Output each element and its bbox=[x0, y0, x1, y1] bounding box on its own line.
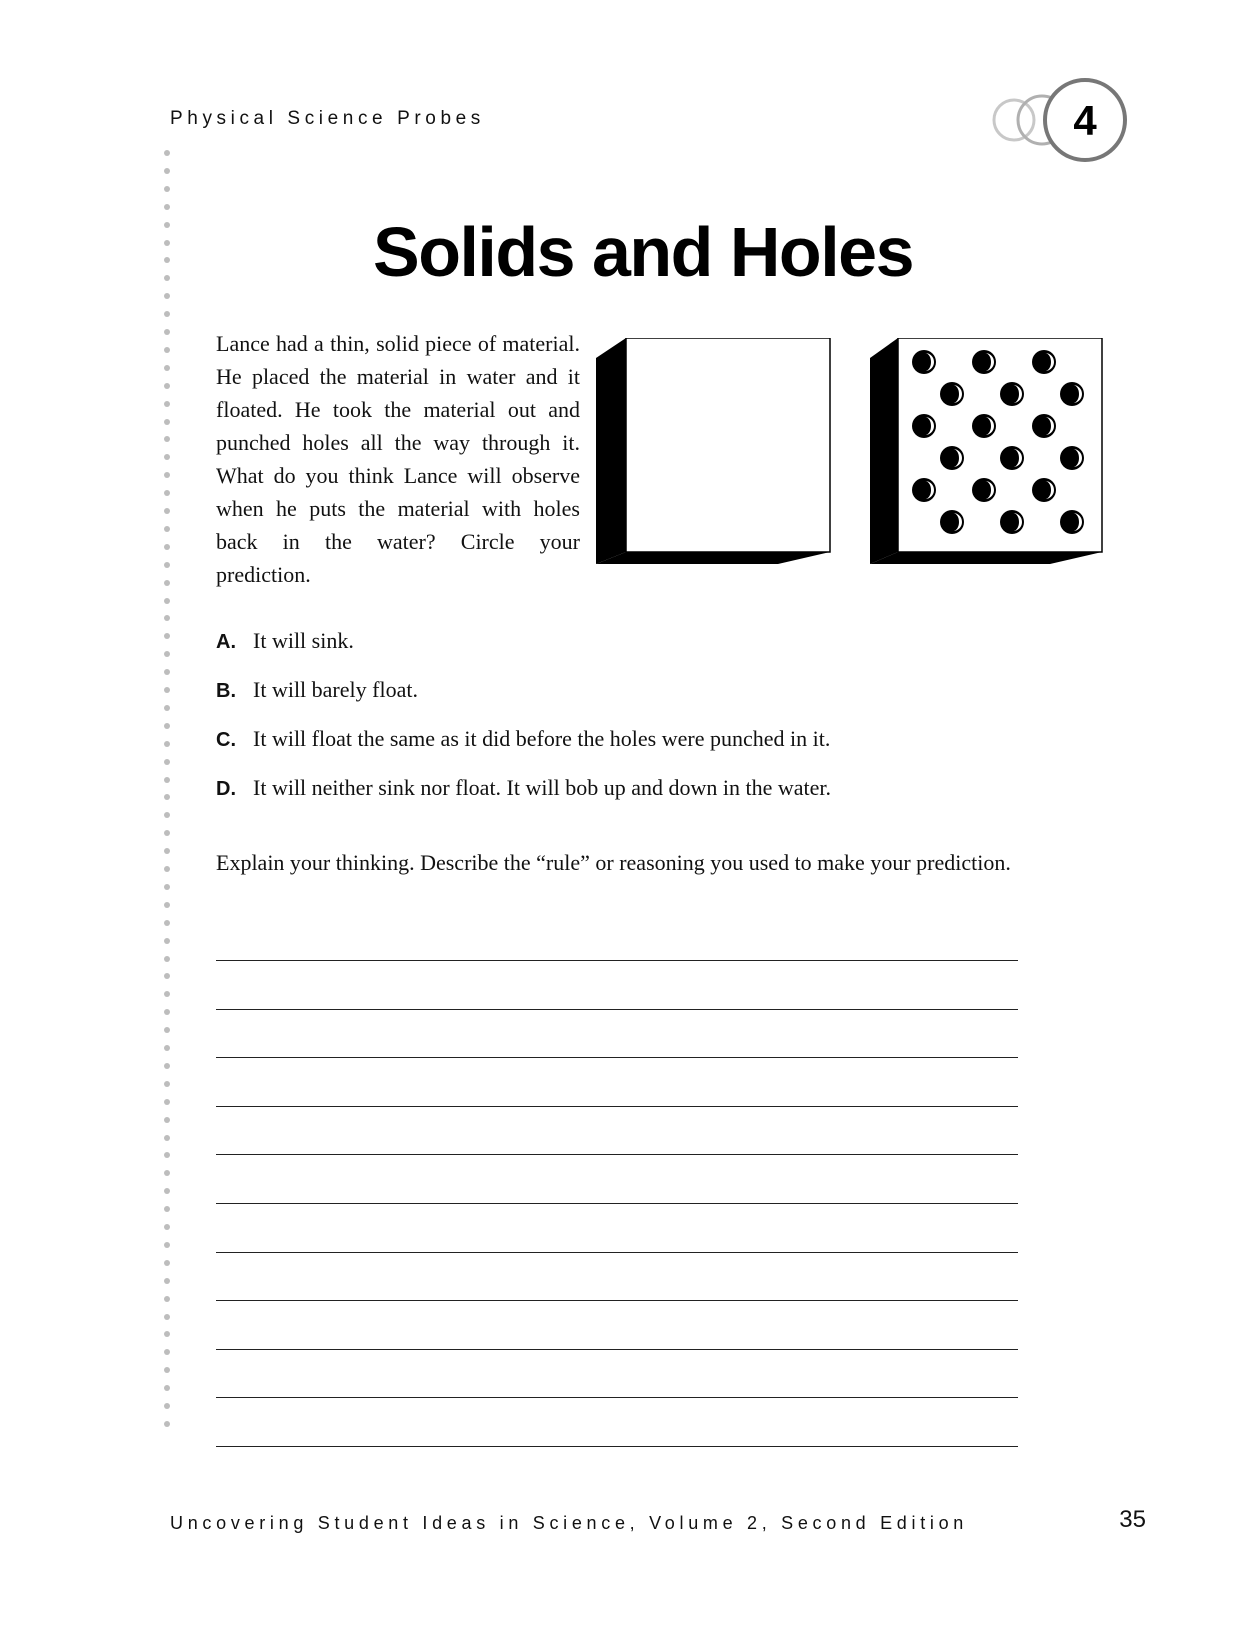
hole bbox=[1060, 382, 1084, 406]
binding-dot bbox=[164, 1367, 170, 1373]
hole bbox=[1000, 382, 1024, 406]
binding-dot bbox=[164, 1188, 170, 1194]
binding-dot bbox=[164, 938, 170, 944]
hole bbox=[1032, 478, 1056, 502]
binding-dot bbox=[164, 508, 170, 514]
badge-ring-faint bbox=[994, 100, 1034, 140]
choice-letter: A. bbox=[216, 631, 236, 653]
choice-text: It will float the same as it did before the holes were punched in it. bbox=[253, 726, 831, 751]
binding-dot bbox=[164, 1045, 170, 1051]
binding-dot bbox=[164, 1242, 170, 1248]
binding-dot bbox=[164, 1152, 170, 1158]
binding-dot bbox=[164, 1260, 170, 1266]
binding-dot bbox=[164, 1206, 170, 1212]
binding-dot bbox=[164, 1027, 170, 1033]
hole bbox=[1000, 510, 1024, 534]
solid-panel-side bbox=[596, 338, 626, 564]
binding-dot bbox=[164, 544, 170, 550]
choice-letter: B. bbox=[216, 680, 236, 702]
hole bbox=[940, 510, 964, 534]
binding-dot bbox=[164, 454, 170, 460]
choice-c[interactable] bbox=[216, 726, 1116, 775]
binding-dot bbox=[164, 991, 170, 997]
hole bbox=[972, 414, 996, 438]
binding-dot bbox=[164, 383, 170, 389]
answer-line bbox=[216, 1252, 1018, 1253]
hole bbox=[940, 446, 964, 470]
probe-number: 4 bbox=[1073, 97, 1097, 144]
materials-illustration bbox=[596, 338, 1116, 578]
answer-line bbox=[216, 1057, 1018, 1058]
choice-text: It will neither sink nor float. It will bob up and down in the water. bbox=[253, 775, 832, 800]
answer-choices bbox=[216, 628, 1116, 824]
binding-dot bbox=[164, 1314, 170, 1320]
binding-dot bbox=[164, 490, 170, 496]
binding-dot bbox=[164, 1385, 170, 1391]
binding-dot bbox=[164, 866, 170, 872]
binding-dot bbox=[164, 1170, 170, 1176]
answer-line bbox=[216, 1397, 1018, 1398]
binding-dot bbox=[164, 1278, 170, 1284]
binding-dot bbox=[164, 615, 170, 621]
choice-b[interactable] bbox=[216, 677, 1116, 726]
answer-line bbox=[216, 960, 1018, 961]
hole bbox=[972, 350, 996, 374]
binding-dot bbox=[164, 472, 170, 478]
binding-dot bbox=[164, 1117, 170, 1123]
choice-text: It will barely float. bbox=[253, 677, 418, 702]
binding-dot bbox=[164, 1135, 170, 1141]
hole bbox=[912, 414, 936, 438]
hole bbox=[1000, 446, 1024, 470]
binding-dot bbox=[164, 1009, 170, 1015]
footer-book-title: Uncovering Student Ideas in Science, Volume 2, Second Edition bbox=[170, 1513, 969, 1533]
binding-dot bbox=[164, 812, 170, 818]
binding-dot bbox=[164, 419, 170, 425]
solid-panel-bottom bbox=[596, 552, 830, 564]
binding-dot bbox=[164, 293, 170, 299]
binding-dot bbox=[164, 884, 170, 890]
binding-dot bbox=[164, 365, 170, 371]
binding-dot bbox=[164, 741, 170, 747]
hole bbox=[940, 382, 964, 406]
solid-panel-face bbox=[626, 338, 830, 552]
binding-dot bbox=[164, 1224, 170, 1230]
binding-dot bbox=[164, 902, 170, 908]
binding-dot bbox=[164, 794, 170, 800]
answer-line bbox=[216, 1300, 1018, 1301]
binding-dot bbox=[164, 759, 170, 765]
binding-dot bbox=[164, 168, 170, 174]
hole bbox=[912, 350, 936, 374]
binding-dot bbox=[164, 920, 170, 926]
binding-dot bbox=[164, 1063, 170, 1069]
binding-dot bbox=[164, 848, 170, 854]
binding-dot bbox=[164, 1349, 170, 1355]
binding-dot bbox=[164, 669, 170, 675]
binding-dot bbox=[164, 526, 170, 532]
binding-dot bbox=[164, 1099, 170, 1105]
holed-panel-bottom bbox=[870, 552, 1102, 564]
binding-dot bbox=[164, 598, 170, 604]
choice-letter: C. bbox=[216, 729, 236, 751]
answer-line bbox=[216, 1154, 1018, 1155]
answer-line bbox=[216, 1446, 1018, 1447]
probe-prompt: Lance had a thin, solid piece of material. He placed the material in water and it floated. He took the material out and punched holes all the way through it. What do you think Lance will observe when he puts the material with holes back in the water? Circle your prediction. bbox=[216, 331, 580, 587]
holed-material-panel bbox=[870, 338, 1102, 564]
binding-dot bbox=[164, 973, 170, 979]
hole bbox=[1060, 510, 1084, 534]
binding-dot bbox=[164, 150, 170, 156]
binding-dot bbox=[164, 1421, 170, 1427]
hole bbox=[1032, 350, 1056, 374]
choice-a[interactable] bbox=[216, 628, 1116, 677]
hole bbox=[1060, 446, 1084, 470]
binding-dot bbox=[164, 329, 170, 335]
binding-dot bbox=[164, 311, 170, 317]
probe-number-badge bbox=[992, 76, 1162, 166]
hole bbox=[912, 478, 936, 502]
binding-dot bbox=[164, 347, 170, 353]
binding-dot bbox=[164, 651, 170, 657]
binding-dot bbox=[164, 830, 170, 836]
binding-dot bbox=[164, 204, 170, 210]
binding-dot bbox=[164, 186, 170, 192]
binding-dot bbox=[164, 1331, 170, 1337]
binding-dot bbox=[164, 687, 170, 693]
page-title: Solids and Holes bbox=[373, 213, 913, 291]
binding-dot bbox=[164, 436, 170, 442]
running-head: Physical Science Probes bbox=[170, 108, 485, 129]
binding-dot bbox=[164, 723, 170, 729]
choice-text: It will sink. bbox=[253, 628, 354, 653]
hole bbox=[972, 478, 996, 502]
answer-line bbox=[216, 1106, 1018, 1107]
binding-dot bbox=[164, 705, 170, 711]
binding-dot bbox=[164, 1296, 170, 1302]
binding-dot bbox=[164, 1081, 170, 1087]
choice-letter: D. bbox=[216, 778, 236, 800]
binding-dot bbox=[164, 777, 170, 783]
answer-line bbox=[216, 1349, 1018, 1350]
hole bbox=[1032, 414, 1056, 438]
binding-dot bbox=[164, 580, 170, 586]
binding-dot bbox=[164, 562, 170, 568]
solid-material-panel bbox=[596, 338, 830, 564]
binding-dot-rail bbox=[163, 150, 171, 1440]
binding-dot bbox=[164, 956, 170, 962]
page-number: 35 bbox=[1119, 1506, 1146, 1533]
binding-dot bbox=[164, 1403, 170, 1409]
answer-line bbox=[216, 1203, 1018, 1204]
binding-dot bbox=[164, 633, 170, 639]
holed-panel-side bbox=[870, 338, 898, 564]
answer-line bbox=[216, 1009, 1018, 1010]
choice-d[interactable] bbox=[216, 775, 1116, 824]
explain-prompt: Explain your thinking. Describe the “rule” or reasoning you used to make your prediction. bbox=[216, 850, 1011, 875]
binding-dot bbox=[164, 401, 170, 407]
